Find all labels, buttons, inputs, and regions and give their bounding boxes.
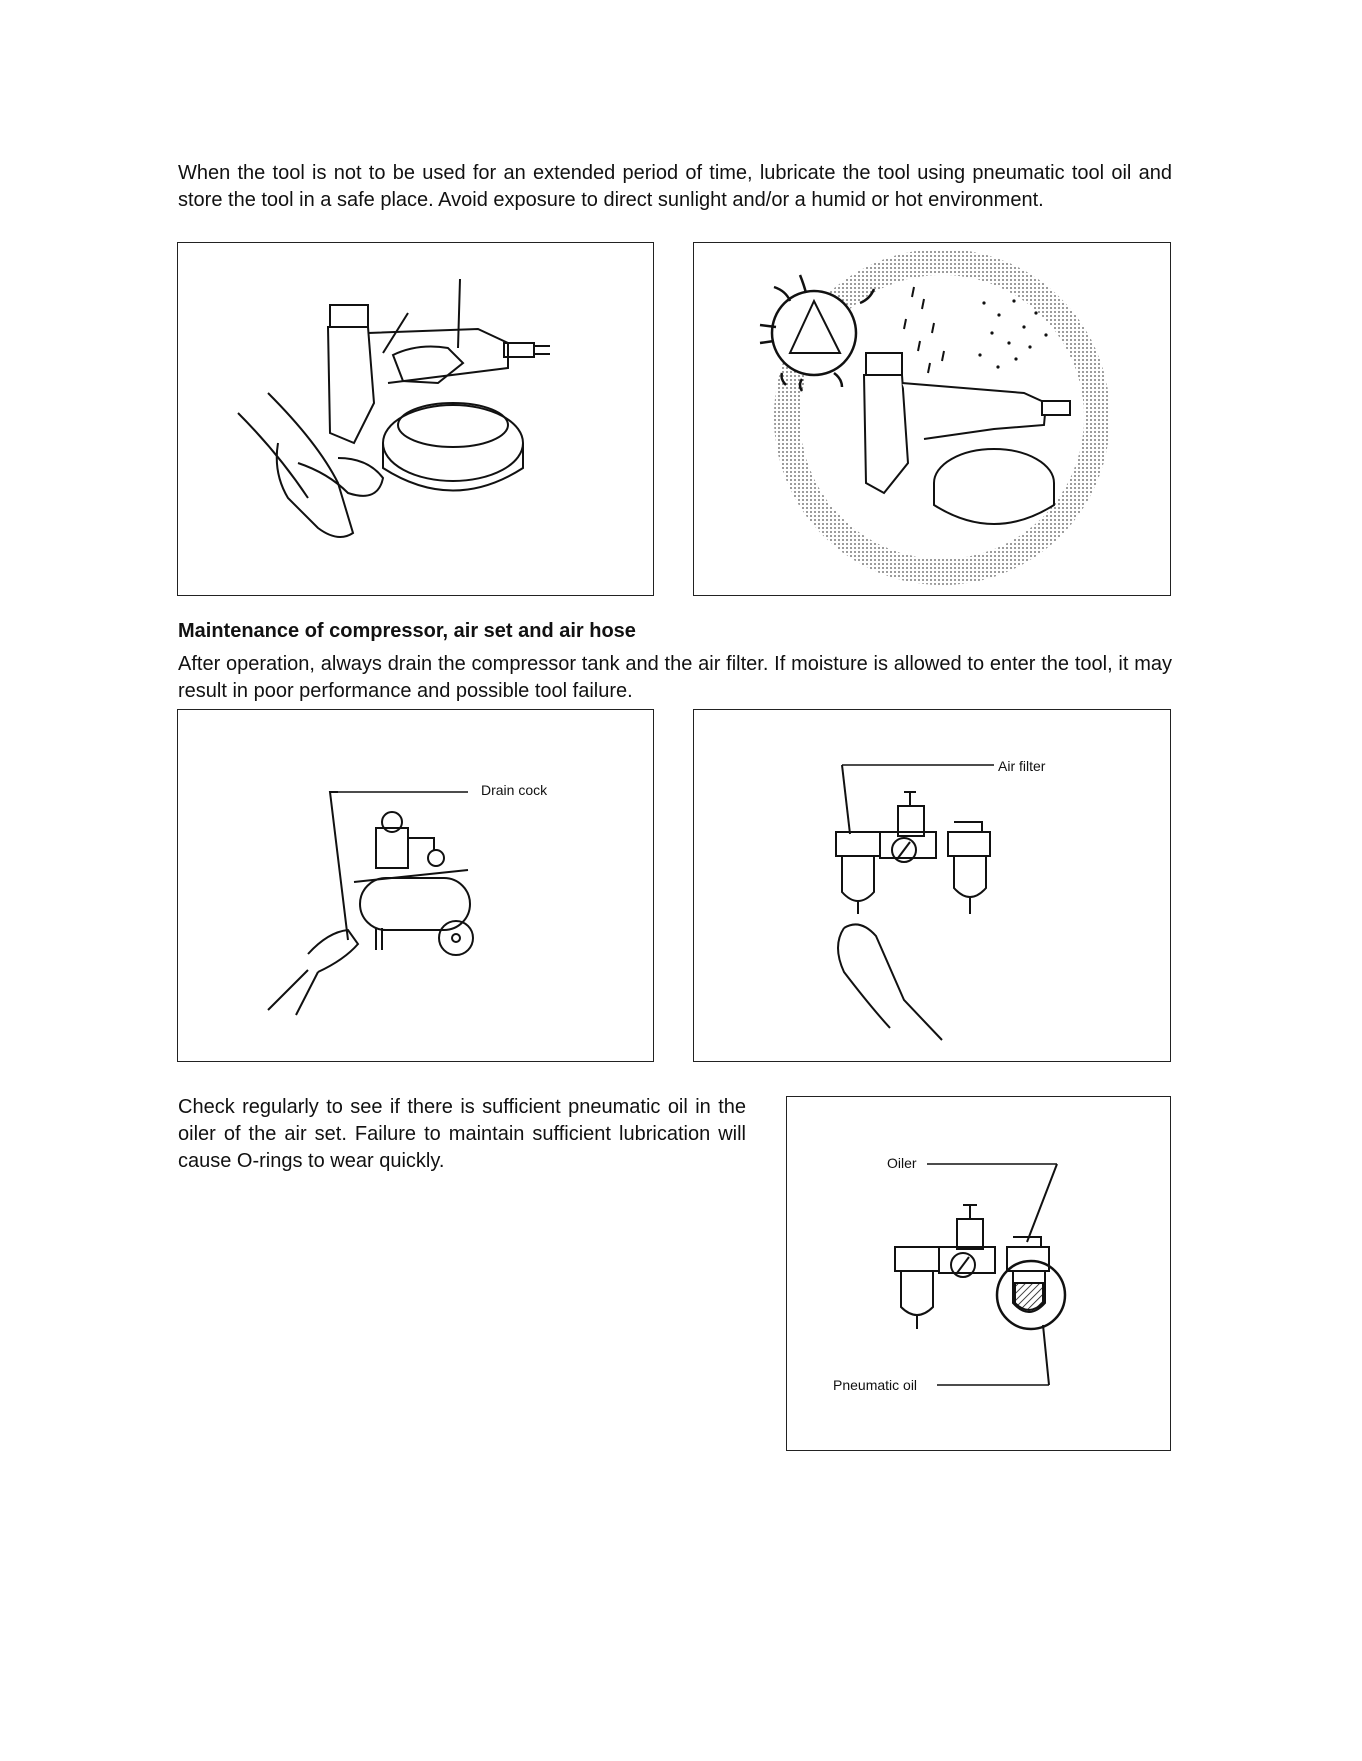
figure-oiler xyxy=(786,1096,1171,1451)
figure-air-filter xyxy=(693,709,1171,1062)
figure-compressor-drain xyxy=(177,709,654,1062)
sun-rain-prohibition-illustration xyxy=(694,243,1172,597)
air-filter-label: Air filter xyxy=(998,758,1046,774)
nailer-wipe-illustration xyxy=(178,243,655,597)
maintenance-heading: Maintenance of compressor, air set and air hose xyxy=(178,620,636,642)
oiler-check-paragraph: Check regularly to see if there is sufficient pneumatic oil in the oiler of the air set. Failure to maintain sufficient lubrication will cause O-rings to wear quickly. xyxy=(178,1096,746,1172)
figure-avoid-sun-humidity xyxy=(693,242,1171,596)
maintenance-paragraph: After operation, always drain the compressor tank and the air filter. If moisture is allowed to enter the tool, it may result in poor performance and possible tool failure. xyxy=(178,653,1172,702)
compressor-illustration xyxy=(178,710,655,1063)
oiler-illustration xyxy=(787,1097,1172,1452)
pneumatic-oil-label: Pneumatic oil xyxy=(833,1377,918,1393)
oiler-label: Oiler xyxy=(887,1155,917,1171)
air-set-drain-illustration xyxy=(694,710,1172,1063)
figure-lubricate-tool xyxy=(177,242,654,596)
drain-cock-label: Drain cock xyxy=(481,782,548,798)
intro-paragraph: When the tool is not to be used for an extended period of time, lubricate the tool using pneumatic tool oil and store the tool in a safe place. Avoid exposure to direct sunlight and/or a humid or hot environment. xyxy=(178,162,1172,211)
